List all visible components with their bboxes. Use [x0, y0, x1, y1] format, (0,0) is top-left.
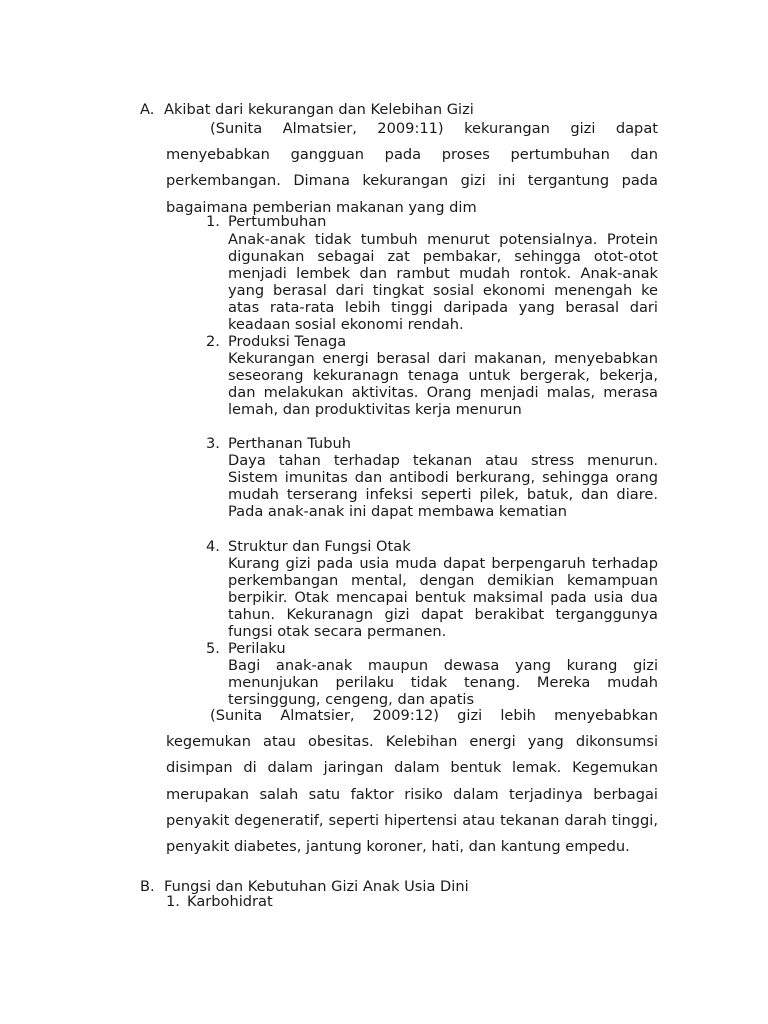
- section-b-letter: B.: [140, 878, 155, 895]
- list-item-title: [206, 333, 346, 350]
- list-item-label: Struktur dan Fungsi Otak: [228, 538, 411, 555]
- section-a-title: Akibat dari kekurangan dan Kelebihan Gizi: [164, 101, 474, 118]
- list-item-body: Kurang gizi pada usia muda dapat berpengaruh terhadap perkembangan mental, dengan demikian kemampuan berpikir. Otak mencapai bentuk maksimal pada usia dua tahun. Kekuranagn gizi dapat berakibat terganggunya fungsi otak secara permanen.: [228, 555, 658, 641]
- section-a-closing-text: (Sunita Almatsier, 2009:12) gizi lebih menyebabkan kegemukan atau obesitas. Kelebihan energi yang dikonsumsi disimpan di dalam jaringan dalam bentuk lemak. Kegemukan merupakan salah satu faktor risiko dalam terjadinya berbagai penyakit degeneratif, seperti hipertensi atau tekanan darah tinggi, penyakit diabetes, jantung koroner, hati, dan kantung empedu.: [166, 707, 658, 856]
- section-a-letter: A.: [140, 101, 155, 118]
- list-item-label: Pertumbuhan: [228, 213, 327, 230]
- section-a-intro-text: (Sunita Almatsier, 2009:11) kekurangan gizi dapat menyebabkan gangguan pada proses pertumbuhan dan perkembangan. Dimana kekurangan gizi ini tergantung pada bagaimana pemberian makanan yang dim: [166, 120, 658, 216]
- list-item-body: Bagi anak-anak maupun dewasa yang kurang gizi menunjukan perilaku tidak tenang. Mereka mudah tersinggung, cengeng, dan apatis: [228, 657, 658, 709]
- list-item-title: [206, 213, 326, 230]
- list-item-number: 1.: [166, 893, 180, 910]
- list-item-title: [206, 538, 411, 555]
- list-item-body: Daya tahan terhadap tekanan atau stress menurun. Sistem imunitas dan antibodi berkurang, sehingga orang mudah terserang infeksi seperti pilek, batuk, dan diare. Pada anak-anak ini dapat membawa kematian: [228, 452, 658, 521]
- section-a-intro: [166, 116, 658, 221]
- list-item-title: [206, 640, 286, 657]
- list-item-label: Karbohidrat: [187, 893, 273, 910]
- list-item-number: 3.: [206, 435, 220, 452]
- list-item-label: Perilaku: [228, 640, 286, 657]
- list-item-number: 4.: [206, 538, 220, 555]
- list-item-label: Perthanan Tubuh: [228, 435, 351, 452]
- list-item-number: 1.: [206, 213, 220, 230]
- section-a-closing: [166, 703, 658, 860]
- list-item-body: Anak-anak tidak tumbuh menurut potensialnya. Protein digunakan sebagai zat pembakar, sehingga otot-otot menjadi lembek dan rambut mudah rontok. Anak-anak yang berasal dari tingkat sosial ekonomi menengah ke atas rata-rata lebih tinggi daripada yang berasal dari keadaan sosial ekonomi rendah.: [228, 231, 658, 334]
- list-item-body: Kekurangan energi berasal dari makanan, menyebabkan seseorang kekuranagn tenaga untuk bergerak, bekerja, dan melakukan aktivitas. Orang menjadi malas, merasa lemah, dan produktivitas kerja menurun: [228, 350, 658, 419]
- list-item-title: [206, 435, 351, 452]
- section-b-title: Fungsi dan Kebutuhan Gizi Anak Usia Dini: [164, 878, 469, 895]
- section-b-list-item: [166, 893, 273, 910]
- list-item-number: 2.: [206, 333, 220, 350]
- list-item-label: Produksi Tenaga: [228, 333, 347, 350]
- list-item-number: 5.: [206, 640, 220, 657]
